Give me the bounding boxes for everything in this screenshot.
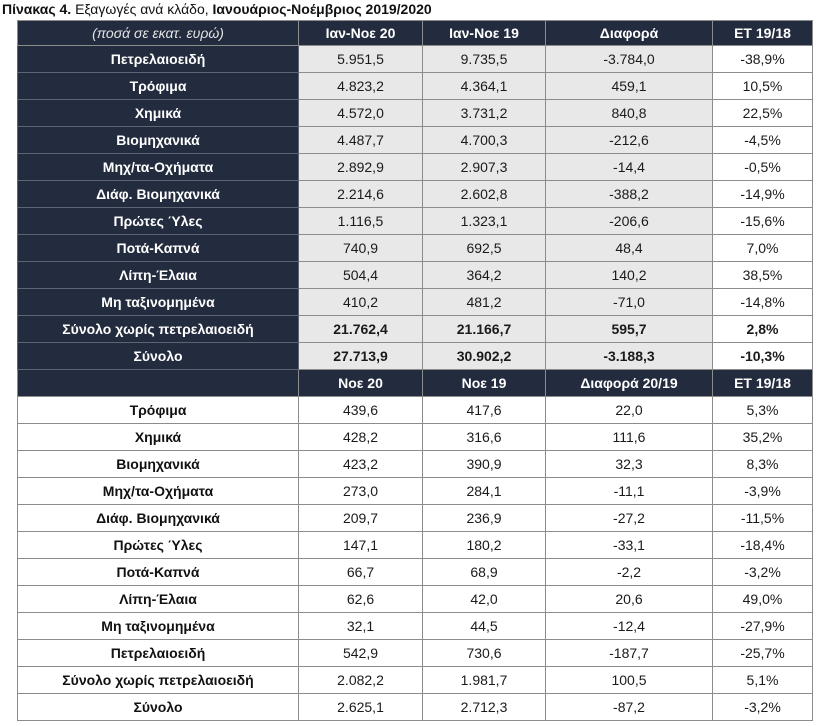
table-row (18, 208, 813, 235)
value-previous: 4.364,1 (423, 73, 546, 100)
row-label: Μηχ/τα-Οχήματα (18, 154, 299, 181)
value-et: 22,5% (713, 100, 813, 127)
header-empty-cell (18, 370, 299, 397)
total-row (18, 343, 813, 370)
value-previous: 21.166,7 (423, 316, 546, 343)
value-current: 273,0 (299, 478, 423, 505)
value-previous: 417,6 (423, 397, 546, 424)
column-header-et: ΕΤ 19/18 (713, 21, 813, 46)
total-row (18, 667, 813, 694)
value-difference: -14,4 (546, 154, 713, 181)
value-current: 21.762,4 (299, 316, 423, 343)
table-row (18, 46, 813, 73)
value-et: -3,2% (713, 559, 813, 586)
value-difference: 32,3 (546, 451, 713, 478)
value-previous: 9.735,5 (423, 46, 546, 73)
value-current: 4.823,2 (299, 73, 423, 100)
value-current: 2.892,9 (299, 154, 423, 181)
table-row (18, 559, 813, 586)
value-previous: 1.981,7 (423, 667, 546, 694)
value-previous: 4.700,3 (423, 127, 546, 154)
row-label: Ποτά-Καπνά (18, 559, 299, 586)
column-header-et: ΕΤ 19/18 (713, 370, 813, 397)
row-label: Λίπη-Έλαια (18, 262, 299, 289)
table-row (18, 586, 813, 613)
value-et: -10,3% (713, 343, 813, 370)
value-current: 2.082,2 (299, 667, 423, 694)
value-previous: 481,2 (423, 289, 546, 316)
table-row (18, 262, 813, 289)
value-difference: -388,2 (546, 181, 713, 208)
value-et: 10,5% (713, 73, 813, 100)
table-row (18, 289, 813, 316)
total-row (18, 316, 813, 343)
cumulative-section (18, 21, 813, 370)
table-row (18, 505, 813, 532)
value-et: 38,5% (713, 262, 813, 289)
value-et: 7,0% (713, 235, 813, 262)
row-label: Σύνολο (18, 694, 299, 721)
row-label: Σύνολο χωρίς πετρελαιοειδή (18, 667, 299, 694)
column-header-previous: Ιαν-Νοε 19 (423, 21, 546, 46)
value-et: -18,4% (713, 532, 813, 559)
value-current: 32,1 (299, 613, 423, 640)
value-et: -3,9% (713, 478, 813, 505)
row-label: Μηχ/τα-Οχήματα (18, 478, 299, 505)
row-label: Διάφ. Βιομηχανικά (18, 505, 299, 532)
value-current: 1.116,5 (299, 208, 423, 235)
value-et: -14,9% (713, 181, 813, 208)
header-row-cumulative (18, 21, 813, 46)
value-difference: 459,1 (546, 73, 713, 100)
value-difference: -12,4 (546, 613, 713, 640)
value-et: -38,9% (713, 46, 813, 73)
value-current: 410,2 (299, 289, 423, 316)
value-current: 66,7 (299, 559, 423, 586)
value-previous: 284,1 (423, 478, 546, 505)
value-difference: -3.784,0 (546, 46, 713, 73)
row-label: Τρόφιμα (18, 397, 299, 424)
column-header-difference: Διαφορά (546, 21, 713, 46)
value-previous: 730,6 (423, 640, 546, 667)
value-et: 49,0% (713, 586, 813, 613)
value-et: -25,7% (713, 640, 813, 667)
table-row (18, 424, 813, 451)
value-previous: 2.602,8 (423, 181, 546, 208)
value-current: 542,9 (299, 640, 423, 667)
value-difference: 48,4 (546, 235, 713, 262)
table-row (18, 397, 813, 424)
value-et: -4,5% (713, 127, 813, 154)
value-previous: 236,9 (423, 505, 546, 532)
value-difference: -212,6 (546, 127, 713, 154)
table-row (18, 100, 813, 127)
row-label: Πετρελαιοειδή (18, 640, 299, 667)
table-title (2, 1, 432, 18)
value-difference: 595,7 (546, 316, 713, 343)
value-difference: -11,1 (546, 478, 713, 505)
unit-note: (ποσά σε εκατ. ευρώ) (18, 21, 299, 46)
value-previous: 2.712,3 (423, 694, 546, 721)
value-previous: 316,6 (423, 424, 546, 451)
value-previous: 180,2 (423, 532, 546, 559)
value-difference: -206,6 (546, 208, 713, 235)
value-difference: -33,1 (546, 532, 713, 559)
row-label: Τρόφιμα (18, 73, 299, 100)
value-et: 5,3% (713, 397, 813, 424)
value-et: -0,5% (713, 154, 813, 181)
table-row (18, 154, 813, 181)
table-row (18, 451, 813, 478)
value-current: 2.214,6 (299, 181, 423, 208)
value-current: 4.487,7 (299, 127, 423, 154)
november-section (18, 370, 813, 721)
value-current: 740,9 (299, 235, 423, 262)
value-et: 5,1% (713, 667, 813, 694)
value-previous: 1.323,1 (423, 208, 546, 235)
row-label: Σύνολο (18, 343, 299, 370)
value-et: 2,8% (713, 316, 813, 343)
header-row-november (18, 370, 813, 397)
value-current: 504,4 (299, 262, 423, 289)
title-number: Πίνακας 4. (2, 1, 72, 17)
value-current: 428,2 (299, 424, 423, 451)
value-difference: 20,6 (546, 586, 713, 613)
row-label: Πρώτες Ύλες (18, 208, 299, 235)
table-row (18, 532, 813, 559)
row-label: Σύνολο χωρίς πετρελαιοειδή (18, 316, 299, 343)
title-subject: Εξαγωγές ανά κλάδο, (75, 1, 209, 17)
value-et: -3,2% (713, 694, 813, 721)
column-header-difference: Διαφορά 20/19 (546, 370, 713, 397)
row-label: Μη ταξινομημένα (18, 613, 299, 640)
value-difference: -27,2 (546, 505, 713, 532)
row-label: Πετρελαιοειδή (18, 46, 299, 73)
row-label: Ποτά-Καπνά (18, 235, 299, 262)
value-current: 209,7 (299, 505, 423, 532)
table-row (18, 640, 813, 667)
value-previous: 44,5 (423, 613, 546, 640)
value-current: 423,2 (299, 451, 423, 478)
value-previous: 390,9 (423, 451, 546, 478)
column-header-previous: Νοε 19 (423, 370, 546, 397)
value-current: 2.625,1 (299, 694, 423, 721)
value-previous: 2.907,3 (423, 154, 546, 181)
value-previous: 692,5 (423, 235, 546, 262)
value-current: 62,6 (299, 586, 423, 613)
value-et: 35,2% (713, 424, 813, 451)
value-current: 439,6 (299, 397, 423, 424)
row-label: Διάφ. Βιομηχανικά (18, 181, 299, 208)
value-et: -27,9% (713, 613, 813, 640)
value-previous: 42,0 (423, 586, 546, 613)
exports-by-sector-table (17, 20, 813, 721)
row-label: Λίπη-Έλαια (18, 586, 299, 613)
value-difference: -3.188,3 (546, 343, 713, 370)
value-difference: -187,7 (546, 640, 713, 667)
table-row (18, 613, 813, 640)
value-current: 147,1 (299, 532, 423, 559)
value-current: 27.713,9 (299, 343, 423, 370)
column-header-current: Ιαν-Νοε 20 (299, 21, 423, 46)
value-difference: -87,2 (546, 694, 713, 721)
value-difference: -71,0 (546, 289, 713, 316)
total-row (18, 694, 813, 721)
value-previous: 30.902,2 (423, 343, 546, 370)
row-label: Μη ταξινομημένα (18, 289, 299, 316)
row-label: Χημικά (18, 100, 299, 127)
row-label: Βιομηχανικά (18, 127, 299, 154)
table-row (18, 235, 813, 262)
table-row (18, 181, 813, 208)
value-difference: 140,2 (546, 262, 713, 289)
value-et: -11,5% (713, 505, 813, 532)
value-previous: 3.731,2 (423, 100, 546, 127)
value-difference: 100,5 (546, 667, 713, 694)
table-row (18, 73, 813, 100)
value-difference: 111,6 (546, 424, 713, 451)
value-previous: 68,9 (423, 559, 546, 586)
value-et: -15,6% (713, 208, 813, 235)
value-previous: 364,2 (423, 262, 546, 289)
row-label: Πρώτες Ύλες (18, 532, 299, 559)
value-current: 5.951,5 (299, 46, 423, 73)
title-period: Ιανουάριος-Νοέμβριος 2019/2020 (212, 1, 432, 17)
column-header-current: Νοε 20 (299, 370, 423, 397)
table-row (18, 127, 813, 154)
value-difference: -2,2 (546, 559, 713, 586)
value-difference: 22,0 (546, 397, 713, 424)
value-difference: 840,8 (546, 100, 713, 127)
table-row (18, 478, 813, 505)
row-label: Βιομηχανικά (18, 451, 299, 478)
value-current: 4.572,0 (299, 100, 423, 127)
value-et: 8,3% (713, 451, 813, 478)
value-et: -14,8% (713, 289, 813, 316)
row-label: Χημικά (18, 424, 299, 451)
